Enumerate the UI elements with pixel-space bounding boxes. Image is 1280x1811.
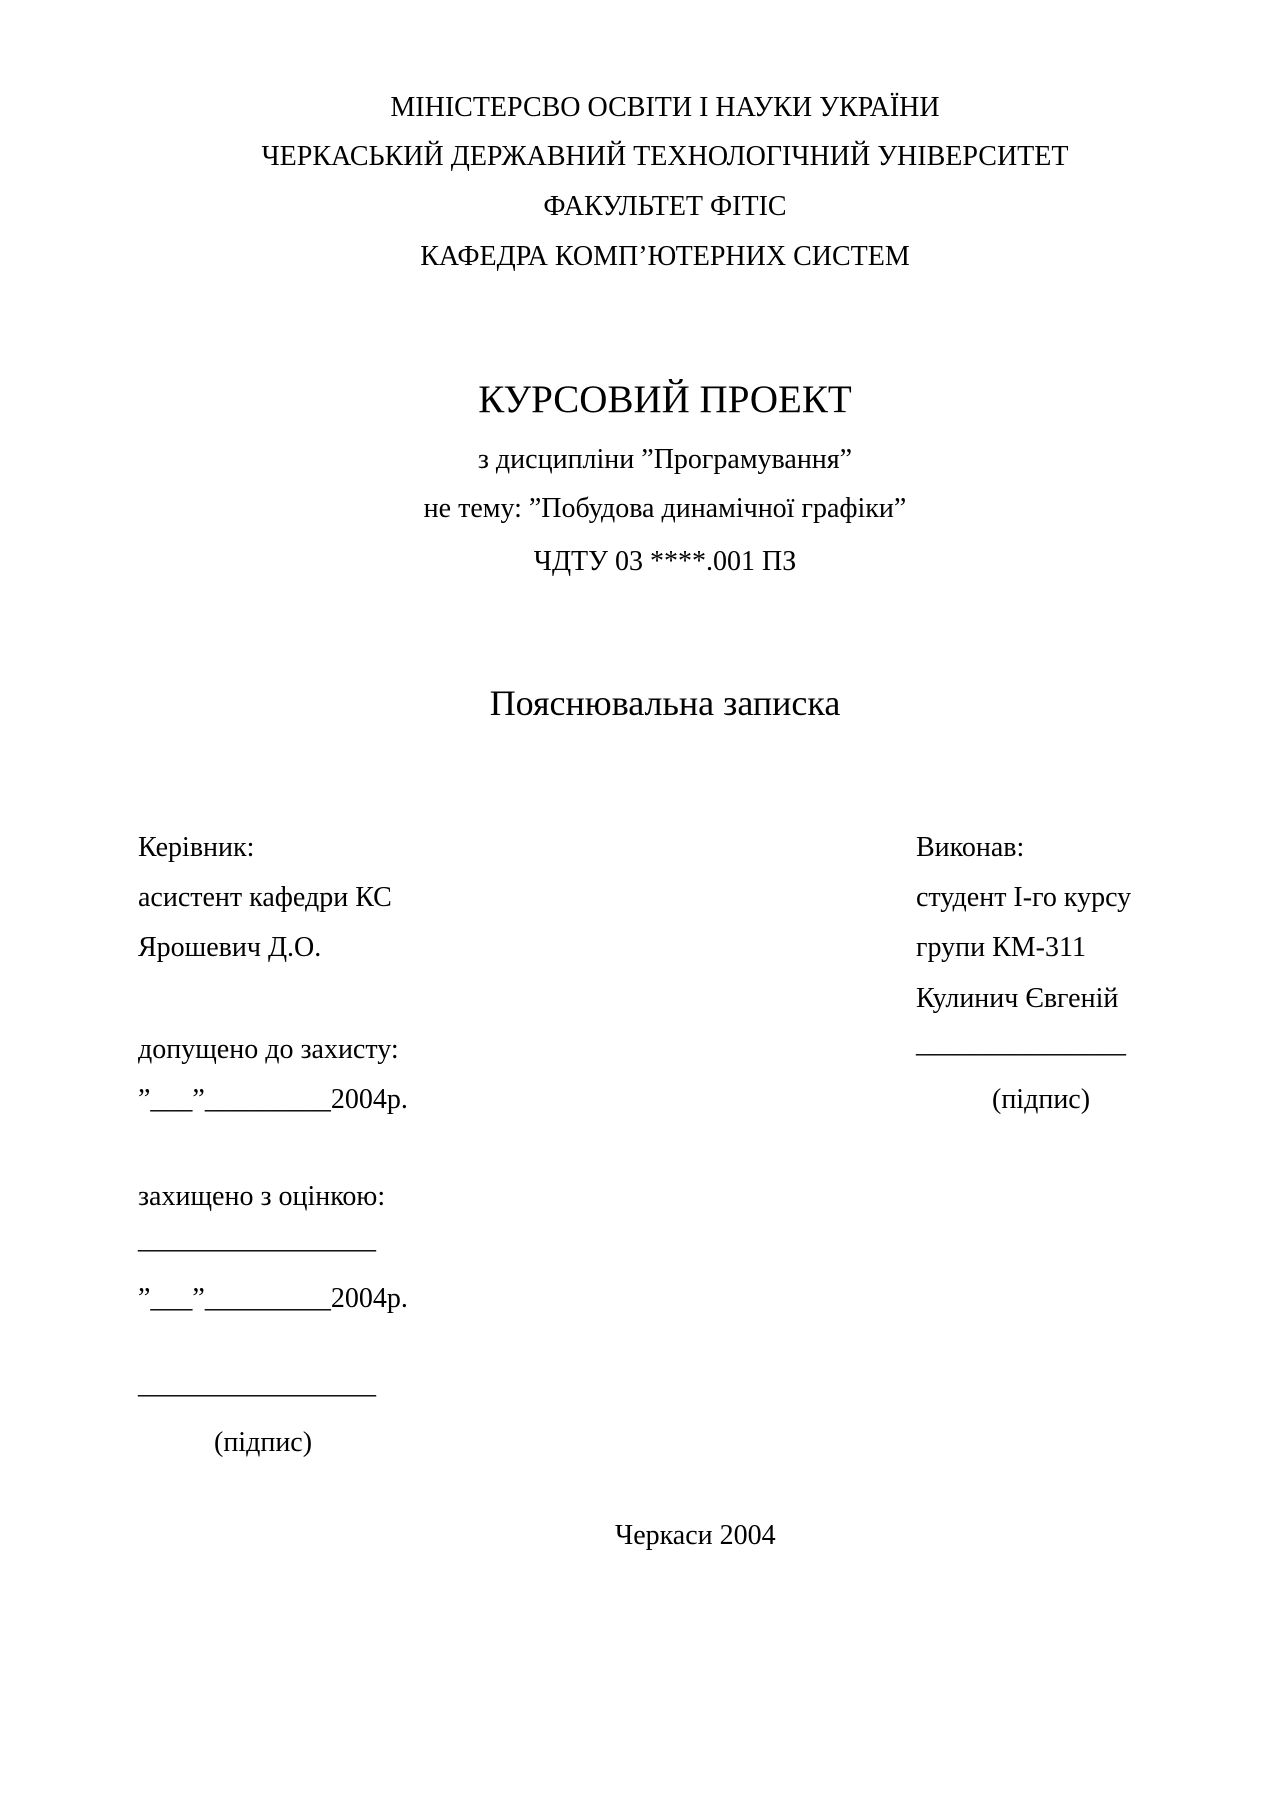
student-signature-blank: _______________ [916,1028,1126,1059]
department-line: КАФЕДРА КОМП’ЮТЕРНИХ СИСТЕМ [420,241,910,272]
supervisor-label: Керівник: [138,832,255,863]
supervisor-signature-caption: (підпис) [214,1427,313,1458]
admitted-date: ”___”_________2004р. [138,1084,408,1115]
student-name: Кулинич Євгеній [916,983,1119,1014]
graded-label: захищено з оцінкою: [138,1181,386,1212]
student-course: студент І-го курсу [916,882,1132,913]
grade-blank: _________________ [138,1224,376,1255]
supervisor-signature-blank: _________________ [138,1369,376,1400]
city-year: Черкаси 2004 [615,1520,776,1551]
university-line: ЧЕРКАСЬКИЙ ДЕРЖАВНИЙ ТЕХНОЛОГІЧНИЙ УНІВЕРСИТЕТ [261,141,1069,172]
faculty-line: ФАКУЛЬТЕТ ФІТІС [543,191,787,222]
document-title: КУРСОВИЙ ПРОЕКТ [478,378,852,421]
document-type: Пояснювальна записка [489,683,841,723]
document-code: ЧДТУ 03 ****.001 ПЗ [533,546,797,577]
ministry-line: МІНІСТЕРСВО ОСВІТИ І НАУКИ УКРАЇНИ [390,92,940,123]
student-group: групи КМ-311 [916,932,1086,963]
student-label: Виконав: [916,832,1025,863]
supervisor-name: Ярошевич Д.О. [138,932,322,963]
admitted-label: допущено до захисту: [138,1034,399,1065]
graded-date: ”___”_________2004р. [138,1283,408,1314]
supervisor-position: асистент кафедри КС [138,882,392,913]
discipline-line: з дисципліни ”Програмування” [477,444,853,475]
topic-line: не тему: ”Побудова динамічної графіки” [423,493,907,524]
student-signature-caption: (підпис) [992,1084,1091,1115]
